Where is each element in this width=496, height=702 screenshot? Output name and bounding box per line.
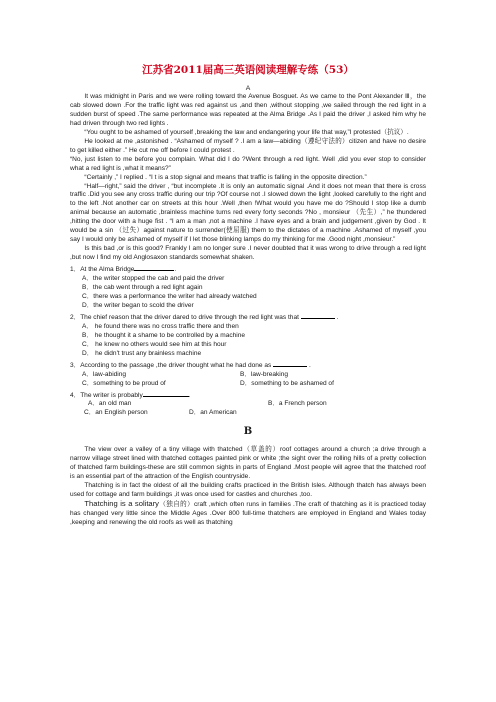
question-4-option-c: C．an English person	[84, 409, 148, 417]
question-3-options-row	[70, 380, 426, 389]
passage-b-paragraph: Thatching is in fact the oldest of all the building crafts practiced in the British Isles. Although thatch has always been used for cottage and farm buildings ,it was once used for castles and churches ,too.	[70, 482, 426, 499]
question-1-option-c: C．there was a performance the writer had already watched	[82, 292, 257, 300]
passage-a-paragraph: “Certainly ,” I replied . “I t is a stop signal and means that traffic is falling in the opposite direction.”	[84, 173, 367, 181]
document-page	[70, 64, 426, 528]
question-2-option-c: C． he knew no others would see him at this hour	[82, 340, 227, 348]
passage-a-paragraph: “No, just listen to me before you complain. What did I do ?Went through a red light. Well ,did you ever stop to consider what a red light is ,what it means?”	[70, 155, 426, 172]
passage-b-paragraph	[70, 500, 426, 528]
section-a-label: A	[245, 85, 251, 92]
question-2-option-b: B． he thought it a shame to be controlled by a machine	[82, 331, 246, 339]
question-4-options-row	[70, 409, 426, 418]
passage-a-paragraph: It was midnight in Paris and we were rolling toward the Avenue Bosguet. As we came to the Pont Alexander Ⅲ，the cab slowed down .For the traffic light was red against us ,and then ,without stopping ,we sailed through the red light in a sudden burst of speed .The same performance was repeated at the Alma Bridge .As I paid the driver ,I asked him why he had driven through two red lights .	[70, 93, 426, 127]
passage-a-paragraph: “Half—right,” said the driver , “but incomplete .It is only an automatic signal .And it does not mean that there is cross traffic .Did you see any cross traffic during our trip ?Of course not .I slowed down the light ,looked carefully to the right and to the left .Not another car on streets at this hour .Well ,then !What would you have me do ?Should I stop like a dumb animal because an automatic ,brainless machine turns red every forty seconds ?No , monsieur （先生）,” he thundered ,hitting the door with a huge fist . “I am a man ,not a machine .I have eyes and a brain and judgement ,given by God . It would be a sin （过失）against nature to surrender(使屈服) them to the dictates of a machine .Ashamed of myself ,you say I would only be ashamed of myself if I let those blinking lamps do my thinking for me .Good night ,monsieur.”	[70, 182, 426, 244]
question-4-option-b: B．a French person	[268, 400, 327, 408]
question-4-option-a: A．an old man	[88, 400, 132, 408]
question-2: 2．The chief reason that the driver dared to drive through the red light was that .	[70, 311, 426, 323]
question-1-option-a: A．the writer stopped the cab and paid the driver	[82, 275, 225, 283]
question-1: 1．At the Alma Bridge .	[70, 263, 426, 275]
question-3-option-d: D．something to be ashamed of	[240, 379, 334, 387]
question-2-option-a: A． he found there was no cross traffic there and then	[82, 322, 239, 330]
answer-blank[interactable]	[273, 359, 307, 367]
question-3-option-a: A．law-abiding	[82, 370, 127, 378]
question-4: 4．The writer is probably .	[70, 389, 426, 401]
question-3-option-b: B．law-breaking	[240, 370, 289, 378]
question-1-option-d: D．the writer began to scold the driver	[82, 301, 194, 309]
paragraph-rest: （独自的）craft ,which often runs in families .The craft of thatching as it is practiced today has changed very little since the Middle Ages .Over 800 full-time thatchers are employed in England and Wales today ,keeping and renewing the old roofs as well as thatching	[70, 501, 426, 526]
answer-blank[interactable]	[143, 389, 189, 397]
question-3-options-row	[70, 371, 426, 380]
passage-a-paragraph: Is this bad ,or is this good? Frankly I am no longer sure .I never doubted that it was wrong to drive through a red light ,but now I find my old Anglosaxon standards somewhat shaken.	[70, 245, 426, 262]
question-2-option-d: D． he didn't trust any brainless machine	[82, 349, 202, 357]
question-1-option-b: B．the cab went through a red light again	[82, 284, 203, 292]
question-3-option-c: C．something to be proud of	[82, 379, 166, 387]
passage-a-paragraph: “You ought to be ashamed of yourself ,breaking the law and endangering your life that way,”I protested（抗议）.	[84, 128, 409, 136]
question-4-option-d: D．an American	[189, 409, 237, 417]
question-3: 3．According to the passage ,the driver thought what he had done as .	[70, 359, 426, 371]
answer-blank[interactable]	[134, 263, 174, 271]
passage-b-paragraph: The view over a valley of a tiny village with thatched（草盖的）roof cottages around a church ;a drive through a narrow village street lined with thatched cottages painted pink or white ;the sight over the rolling hills of a pretty collection of thatched farm buildings-these are still common sights in parts of England .Most people will agree that the thatched roof is an essential part of the attraction of the English countryside.	[70, 446, 426, 481]
answer-blank[interactable]	[301, 311, 335, 319]
document-title: 江苏省2011届高三英语阅读理解专练（53）	[142, 64, 354, 76]
section-b-label: B	[243, 426, 253, 438]
passage-a-paragraph: He looked at me ,astonished . “Ashamed of myself ? .I am a law—abiding（遵纪守法的）citizen and have no desire to get killed either .” He cut me off before I could protest .	[70, 137, 426, 154]
question-4-options-row	[70, 400, 426, 409]
paragraph-lead: Thatching is a solitary	[84, 499, 159, 509]
